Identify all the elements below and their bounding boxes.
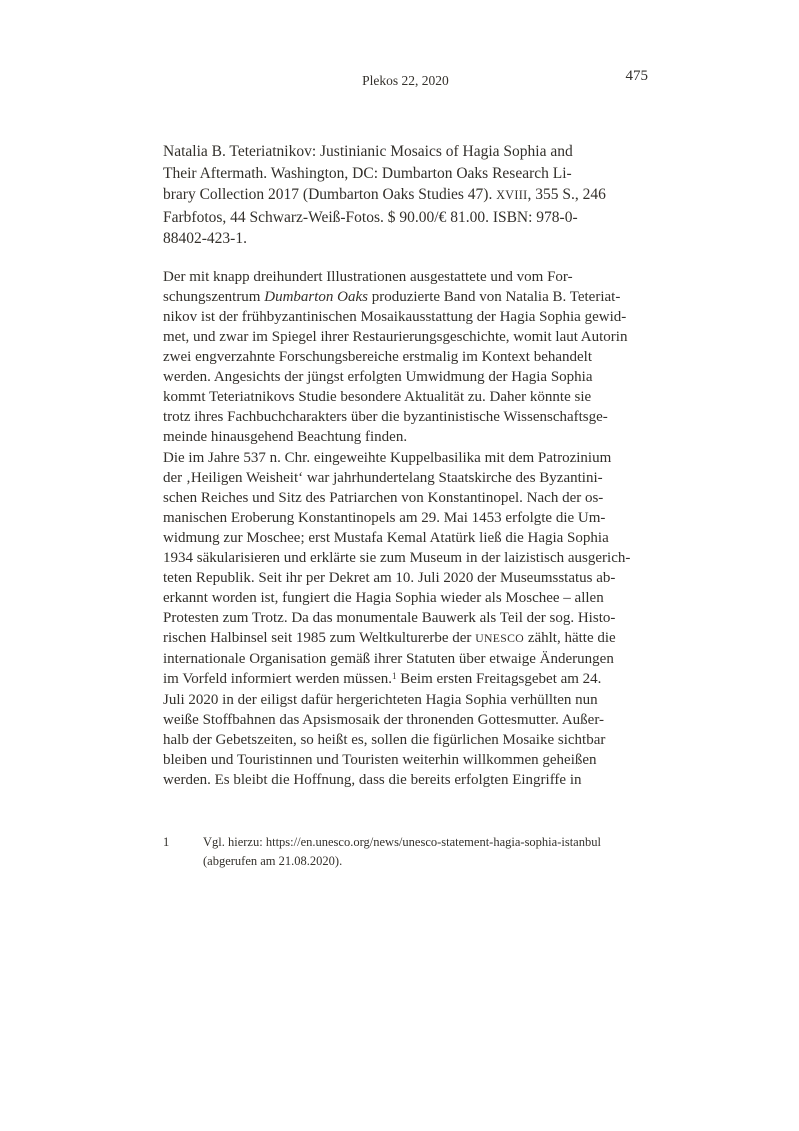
text-segment: Protesten zum Trotz. Da das monumentale Bauwerk als Teil der sog. Histo-	[163, 610, 616, 626]
italic-institution-name: Dumbarton Oaks	[264, 289, 368, 305]
text-line	[163, 347, 648, 367]
text-segment: bleiben und Touristinnen und Touristen weiterhin willkommen geheißen	[163, 752, 597, 768]
text-line	[163, 730, 648, 750]
text-segment: 1934 säkularisieren und erklärte sie zum Museum in der laizistisch ausgerich-	[163, 550, 631, 566]
text-segment: Beim ersten Freitagsgebet am 24.	[396, 671, 602, 687]
text-segment: zählt, hätte die	[524, 630, 616, 646]
text-segment: kommt Teteriatnikovs Studie besondere Aktualität zu. Daher könnte sie	[163, 389, 592, 405]
text-segment: weiße Stoffbahnen das Apsismosaik der thronenden Gottesmutter. Außer-	[163, 712, 605, 728]
footnote-text	[203, 833, 648, 870]
text-segment: (abgerufen am 21.08.2020).	[203, 853, 343, 868]
text-segment: widmung zur Moschee; erst Mustafa Kemal Atatürk ließ die Hagia Sophia	[163, 530, 609, 546]
text-segment: Der mit knapp dreihundert Illustrationen ausgestattete und vom For-	[163, 269, 573, 285]
text-segment: Natalia B. Teteriatnikov: Justinianic Mosaics of Hagia Sophia and	[163, 143, 573, 160]
text-line	[203, 833, 648, 852]
text-segment: Vgl. hierzu:	[203, 835, 266, 849]
text-line	[163, 588, 648, 608]
text-segment: 88402-423-1.	[163, 230, 247, 248]
text-segment: der ‚Heiligen Weisheit‘ war jahrhundertelang Staatskirche des Byzantini-	[163, 470, 603, 486]
text-line	[163, 367, 648, 387]
text-line	[163, 228, 648, 250]
text-segment: teten Republik. Seit ihr per Dekret am 10. Juli 2020 der Museumsstatus ab-	[163, 570, 616, 586]
text-segment: Die im Jahre 537 n. Chr. eingeweihte Kuppelbasilika mit dem Patrozinium	[163, 450, 612, 466]
text-segment: schen Reiches und Sitz des Patriarchen von Konstantinopel. Nach der os-	[163, 490, 604, 506]
text-line	[163, 669, 648, 690]
body-paragraph-2	[163, 448, 648, 790]
text-line	[163, 163, 648, 185]
text-line	[163, 327, 648, 347]
text-line	[163, 690, 648, 710]
text-segment: schungszentrum	[163, 289, 265, 305]
roman-pagecount-smallcaps: XVIII	[496, 188, 528, 203]
text-line	[163, 448, 648, 468]
text-line	[163, 468, 648, 488]
text-line	[163, 628, 648, 649]
text-segment: halb der Gebetszeiten, so heißt es, sollen die figürlichen Mosaike sichtbar	[163, 732, 606, 748]
text-line	[163, 750, 648, 770]
text-segment: nikov ist der frühbyzantinischen Mosaikausstattung der Hagia Sophia gewid-	[163, 309, 627, 325]
text-segment: erkannt worden ist, fungiert die Hagia Sophia wieder als Moschee – allen	[163, 590, 604, 606]
text-segment: , 355 S., 246	[527, 186, 606, 204]
footnote-reference-1: 1	[391, 670, 397, 681]
body-paragraph-1	[163, 267, 648, 447]
text-line	[163, 387, 648, 407]
text-line	[163, 508, 648, 528]
text-line	[163, 608, 648, 628]
footnote-url-link[interactable]: https://en.unesco.org/news/unesco-statement-hagia-sophia-istanbul	[265, 835, 601, 849]
text-segment: im Vorfeld informiert werden müssen.	[163, 671, 392, 687]
text-segment: werden. Es bleibt die Hoffnung, dass die bereits erfolgten Eingriffe in	[163, 772, 582, 788]
text-segment: internationale Organisation gemäß ihrer Statuten über etwaige Änderungen	[163, 651, 614, 667]
text-segment: Juli 2020 in der eiligst dafür hergerichteten Hagia Sophia verhüllten nun	[163, 692, 598, 708]
footnote-number: 1	[163, 835, 170, 849]
text-line	[163, 528, 648, 548]
text-line	[203, 852, 648, 871]
review-citation-heading	[163, 141, 648, 250]
page-number: 475	[625, 68, 648, 84]
text-segment: manischen Eroberung Konstantinopels am 29. Mai 1453 erfolgte die Um-	[163, 510, 606, 526]
text-segment: zwei engverzahnte Forschungsbereiche erstmalig im Kontext behandelt	[163, 349, 593, 365]
text-line	[163, 407, 648, 427]
text-line	[163, 141, 648, 163]
text-segment: brary Collection 2017 (Dumbarton Oaks Studies 47).	[163, 186, 497, 204]
text-segment: Their Aftermath. Washington, DC: Dumbarton Oaks Research Li-	[163, 164, 572, 182]
text-line	[163, 307, 648, 327]
text-segment: produzierte Band von Natalia B. Teteriat-	[367, 289, 621, 305]
text-line	[163, 184, 648, 207]
text-line	[163, 207, 648, 229]
text-segment: werden. Angesichts der jüngst erfolgten Umwidmung der Hagia Sophia	[163, 369, 593, 385]
text-line	[163, 287, 648, 307]
journal-header: Plekos 22, 2020	[362, 73, 449, 88]
text-line	[163, 568, 648, 588]
text-line	[163, 770, 648, 790]
text-line	[163, 267, 648, 287]
text-segment: Farbfotos, 44 Schwarz-Weiß-Fotos. $ 90.00/€ 81.00. ISBN: 978-0-	[163, 208, 578, 226]
text-line	[163, 649, 648, 669]
text-line	[163, 427, 648, 447]
footnote-section	[163, 833, 648, 870]
text-segment: met, und zwar im Spiegel ihrer Restaurierungsgeschichte, womit laut Autorin	[163, 329, 628, 345]
text-segment: trotz ihres Fachbuchcharakters über die byzantinistische Wissenschaftsge-	[163, 409, 608, 425]
text-segment: rischen Halbinsel seit 1985 zum Weltkulturerbe der	[163, 630, 476, 646]
text-line	[163, 488, 648, 508]
text-line	[163, 548, 648, 568]
text-segment: meinde hinausgehend Beachtung finden.	[163, 429, 408, 445]
unesco-smallcaps: UNESCO	[475, 632, 525, 645]
text-line	[163, 710, 648, 730]
